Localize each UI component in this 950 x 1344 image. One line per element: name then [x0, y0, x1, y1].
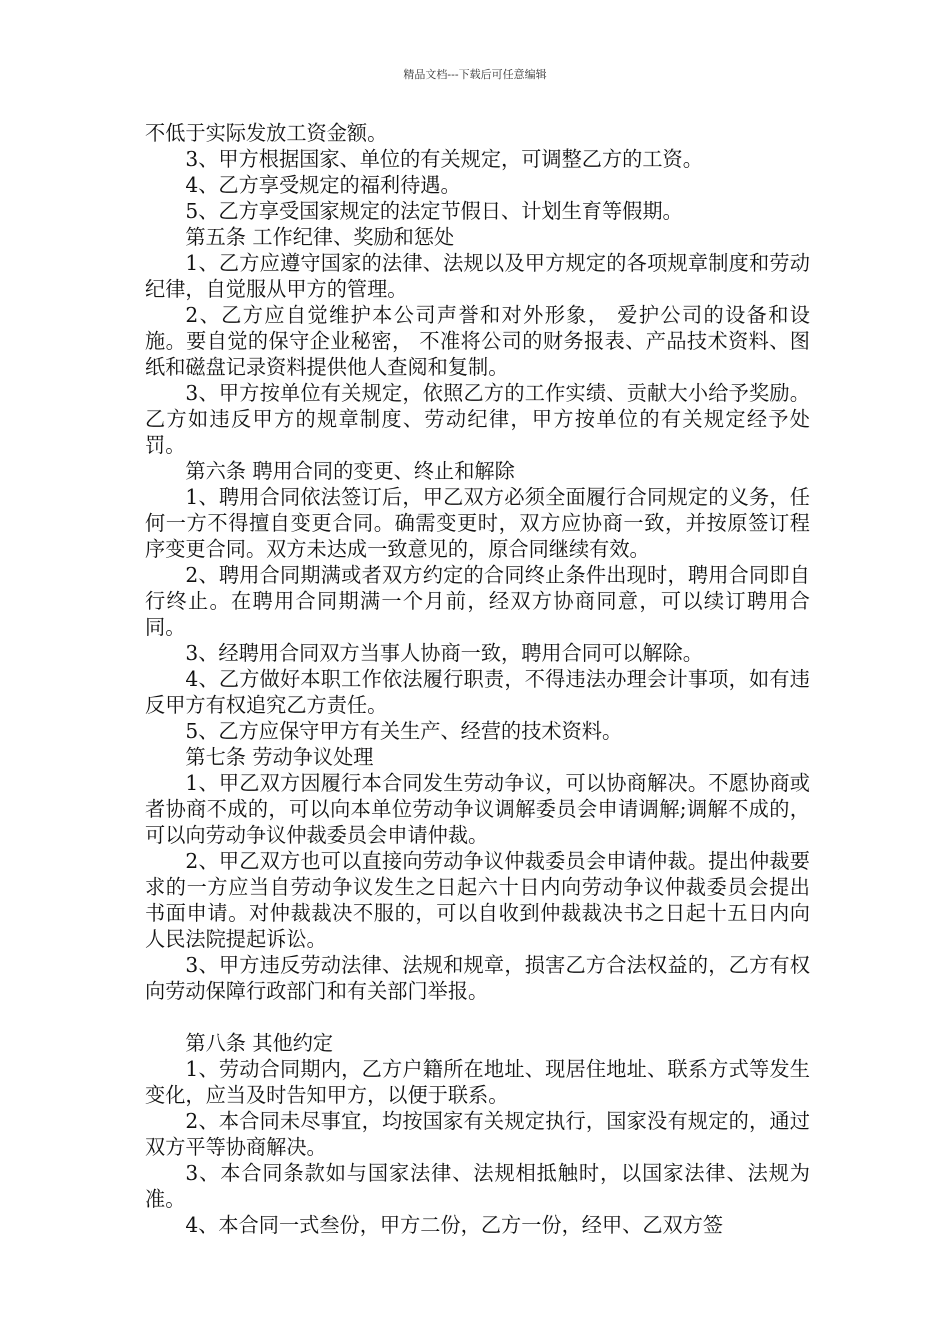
- paragraph: 2、甲乙双方也可以直接向劳动争议仲裁委员会申请仲裁。提出仲裁要求的一方应当自劳动争议发生之日起六十日内向劳动争议仲裁委员会提出书面申请。对仲裁裁决不服的，可以自收到仲裁裁决书之日起十五日内向人民法院提起诉讼。: [145, 849, 810, 951]
- paragraph: 2、聘用合同期满或者双方约定的合同终止条件出现时，聘用合同即自行终止。在聘用合同期满一个月前，经双方协商同意，可以续订聘用合同。: [145, 563, 810, 639]
- paragraph: 3、甲方按单位有关规定，依照乙方的工作实绩、贡献大小给予奖励。 乙方如违反甲方的规章制度、劳动纪律，甲方按单位的有关规定经予处罚。: [145, 381, 810, 457]
- paragraph: 4、乙方享受规定的福利待遇。: [185, 173, 461, 197]
- document-body: [145, 120, 810, 1238]
- paragraph: 3、本合同条款如与国家法律、法规相抵触时，以国家法律、法规为准。: [145, 1161, 810, 1211]
- paragraph: 3、甲方根据国家、单位的有关规定，可调整乙方的工资。: [185, 147, 703, 171]
- section-heading: 第五条 工作纪律、奖励和惩处: [185, 225, 455, 249]
- page-header: 精品文档---下载后可任意编辑: [403, 68, 547, 81]
- paragraph: 不低于实际发放工资金额。: [145, 121, 388, 145]
- paragraph: 1、乙方应遵守国家的法律、法规以及甲方规定的各项规章制度和劳动纪律，自觉服从甲方的管理。: [145, 251, 810, 301]
- paragraph: 2、本合同未尽事宜，均按国家有关规定执行，国家没有规定的，通过双方平等协商解决。: [145, 1109, 810, 1159]
- section-heading: 第六条 聘用合同的变更、终止和解除: [185, 459, 515, 483]
- paragraph: 4、乙方做好本职工作依法履行职责，不得违法办理会计事项，如有违反甲方有权追究乙方责任。: [145, 667, 810, 717]
- paragraph: 5、乙方应保守甲方有关生产、经营的技术资料。: [185, 719, 623, 743]
- blank-line: [145, 1004, 810, 1030]
- paragraph: 1、劳动合同期内，乙方户籍所在地址、现居住地址、联系方式等发生变化，应当及时告知甲方，以便于联系。: [145, 1057, 810, 1107]
- paragraph: 4、本合同一式叁份，甲方二份，乙方一份，经甲、乙双方签: [185, 1213, 724, 1237]
- paragraph: 1、聘用合同依法签订后，甲乙双方必须全面履行合同规定的义务，任何一方不得擅自变更合同。确需变更时，双方应协商一致，并按原签订程序变更合同。双方未达成一致意见的，原合同继续有效。: [145, 485, 810, 561]
- paragraph: 1、甲乙双方因履行本合同发生劳动争议，可以协商解决。不愿协商或者协商不成的，可以向本单位劳动争议调解委员会申请调解;调解不成的，可以向劳动争议仲裁委员会申请仲裁。: [145, 771, 810, 847]
- section-heading: 第八条 其他约定: [185, 1031, 334, 1055]
- section-heading: 第七条 劳动争议处理: [185, 745, 374, 769]
- paragraph: 3、甲方违反劳动法律、法规和规章，损害乙方合法权益的，乙方有权向劳动保障行政部门和有关部门举报。: [145, 953, 810, 1003]
- paragraph: 3、经聘用合同双方当事人协商一致，聘用合同可以解除。: [185, 641, 703, 665]
- paragraph: 5、乙方享受国家规定的法定节假日、计划生育等假期。: [185, 199, 683, 223]
- paragraph: 2、乙方应自觉维护本公司声誉和对外形象， 爱护公司的设备和设施。要自觉的保守企业秘密， 不准将公司的财务报表、产品技术资料、图纸和磁盘记录资料提供他人查阅和复制。: [145, 303, 810, 379]
